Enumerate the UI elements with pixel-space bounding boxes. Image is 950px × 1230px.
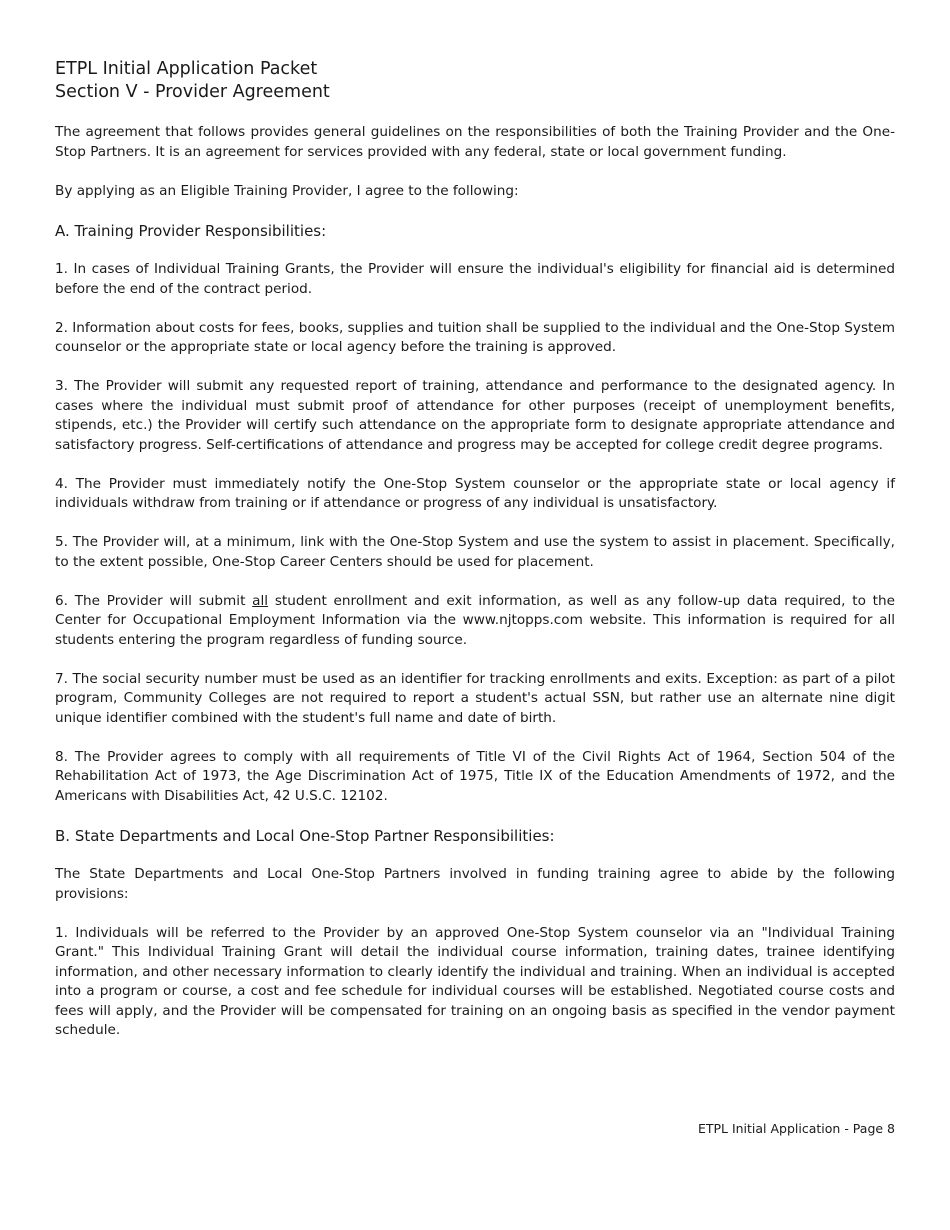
intro-paragraph: The agreement that follows provides general guidelines on the responsibilities of both the Training Provider and the One-Stop Partners. It is an agreement for services provided with any federal, state or local government funding.	[55, 124, 895, 160]
provider-item-6-end: student enrollment and exit information, as well as any follow-up data required, to the Center for Occupational Employment Information via the www.njtopps.com website. This information is required for all students entering the program regardless of funding source.	[55, 592, 895, 648]
document-title-line2: Section V - Provider Agreement	[55, 82, 330, 102]
section-b-heading: B. State Departments and Local One-Stop Partner Responsibilities:	[55, 826, 555, 845]
provider-item-4: 4. The Provider must immediately notify the One-Stop System counselor or the appropriate state or local agency if individuals withdraw from training or if attendance or progress of any individual is unsatisfactory.	[55, 475, 895, 511]
provider-item-6-start: 6. The Provider will submit	[55, 592, 253, 609]
partner-item-1: 1. Individuals will be referred to the Provider by an approved One-Stop System counselor via an "Individual Training Grant." This Individual Training Grant will detail the individual course information, training dates, trainee identifying information, and other necessary information to clearly identify the individual and training. When an individual is accepted into a program or course, a cost and fee schedule for individual courses will be established. Negotiated course costs and fees will apply, and the Provider will be compensated for training on an ongoing basis as specified in the vendor payment schedule.	[55, 924, 895, 1038]
provider-item-2: 2. Information about costs for fees, books, supplies and tuition shall be supplied to the individual and the One-Stop System counselor or the appropriate state or local agency before the training is approved.	[55, 319, 895, 355]
document-page	[55, 58, 895, 1041]
provider-item-1: 1. In cases of Individual Training Grants, the Provider will ensure the individual's eligibility for financial aid is determined before the end of the contract period.	[55, 261, 895, 297]
page-footer: ETPL Initial Application - Page 8	[697, 1121, 895, 1136]
partner-intro: The State Departments and Local One-Stop Partners involved in funding training agree to abide by the following provisions:	[55, 866, 895, 902]
document-title-line1: ETPL Initial Application Packet	[55, 59, 318, 79]
provider-item-6	[55, 592, 895, 651]
provider-item-6-emphasis: all	[252, 592, 269, 609]
section-a-heading: A. Training Provider Responsibilities:	[55, 221, 327, 240]
agreement-statement: By applying as an Eligible Training Provider, I agree to the following:	[55, 182, 519, 199]
provider-item-8: 8. The Provider agrees to comply with all requirements of Title VI of the Civil Rights Act of 1964, Section 504 of the Rehabilitation Act of 1973, the Age Discrimination Act of 1975, Title IX of the Education Amendments of 1972, and the Americans with Disabilities Act, 42 U.S.C. 12102.	[55, 748, 895, 804]
provider-item-5: 5. The Provider will, at a minimum, link with the One-Stop System and use the system to assist in placement. Specifically, to the extent possible, One-Stop Career Centers should be used for placement.	[55, 534, 895, 570]
provider-item-3: 3. The Provider will submit any requested report of training, attendance and performance to the designated agency. In cases where the individual must submit proof of attendance for other purposes (receipt of unemployment benefits, stipends, etc.) the Provider will certify such attendance on the appropriate form to designate appropriate attendance and satisfactory progress. Self-certifications of attendance and progress may be accepted for college credit degree programs.	[55, 378, 895, 453]
provider-item-7: 7. The social security number must be used as an identifier for tracking enrollments and exits. Exception: as part of a pilot program, Community Colleges are not required to report a student's actual SSN, but rather use an alternate nine digit unique identifier combined with the student's full name and date of birth.	[55, 670, 895, 726]
